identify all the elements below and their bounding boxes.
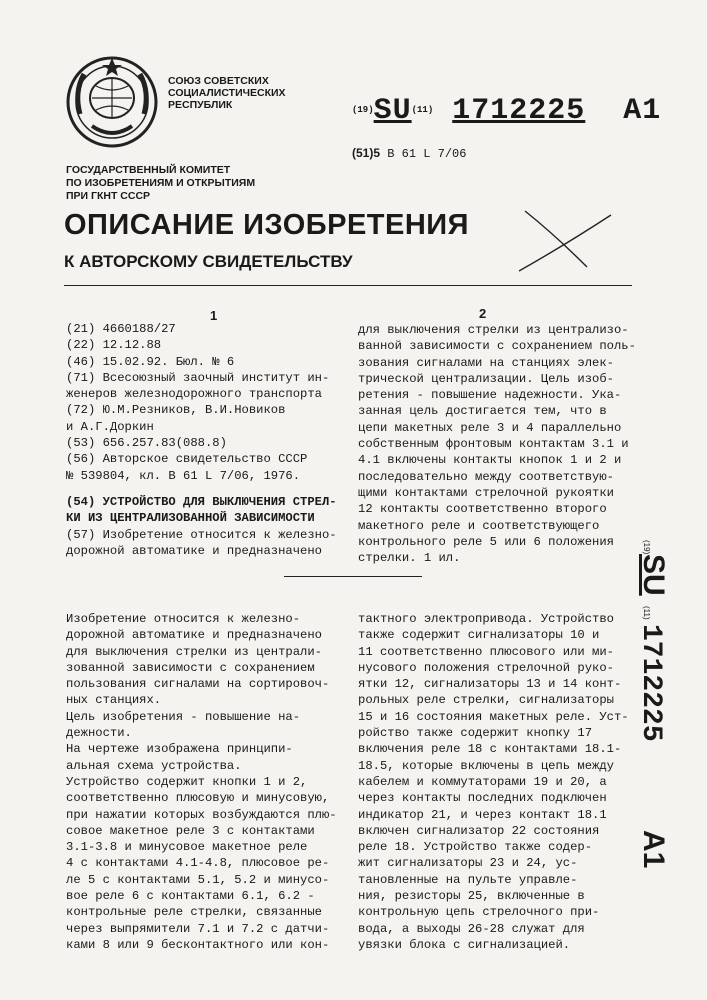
text-line: вода, а выходы 26-28 служат для xyxy=(358,921,585,936)
ipc-code: (51)5 xyxy=(352,146,381,160)
abstract-line: зования сигналами на станциях элек- xyxy=(358,355,614,370)
abstract-line: последовательно между соответствую- xyxy=(358,469,614,484)
text-line: На чертеже изображена принципи- xyxy=(66,742,293,757)
text-line: увязки блока с сигнализацией. xyxy=(358,937,571,952)
abstract-line: для выключения стрелки из централизо- xyxy=(358,323,629,337)
text-line: совое макетное реле 3 с контактами xyxy=(66,823,315,838)
text-line: нусового положения стрелочной руко- xyxy=(358,660,614,675)
biblio-line: (21) 4660188/27 xyxy=(66,322,176,336)
abstract-line: цепи макетных реле 3 и 4 параллельно xyxy=(358,420,622,435)
abstract-line: ретения - повышение надежности. Ука- xyxy=(358,388,622,403)
patent-number: 1712225 xyxy=(452,94,586,128)
text-line: ния, резисторы 25, включенные в xyxy=(358,889,585,904)
text-line: Цель изобретения - повышение на- xyxy=(66,709,301,724)
paragraph xyxy=(66,741,334,774)
invention-title-line: (54) УСТРОЙСТВО ДЛЯ ВЫКЛЮЧЕНИЯ СТРЕЛ- xyxy=(66,494,337,509)
text-line: ных станциях. xyxy=(66,693,162,708)
text-line: реле 18. Устройство также содер- xyxy=(358,840,593,855)
text-line: вое реле 6 с контактами 6.1, 6.2 - xyxy=(66,889,315,904)
text-line: тактного электропривода. Устройство xyxy=(358,612,614,626)
text-line: включен сигнализатор 22 состояния xyxy=(358,823,600,838)
text-line: пользования сигналами на сортировоч- xyxy=(66,677,330,692)
abstract-line: 4.1 включены контакты кнопок 1 и 2 и xyxy=(358,453,622,468)
document-subtitle: К АВТОРСКОМУ СВИДЕТЕЛЬСТВУ xyxy=(64,252,353,271)
country-code: SU xyxy=(373,94,412,128)
side-patent-kind: A1 xyxy=(637,830,670,869)
abstract-line: макетного реле и соответствующего xyxy=(358,518,600,533)
abstract-line: трической централизации. Цель изоб- xyxy=(358,371,614,386)
text-line: зованной зависимости с сохранением xyxy=(66,660,315,675)
code-11: (11) xyxy=(411,105,434,116)
text-line: контрольную цепь стрелочного при- xyxy=(358,905,600,920)
text-line: дорожной автоматике и предназначено xyxy=(66,628,322,643)
country-line: РЕСПУБЛИК xyxy=(168,99,233,111)
biblio-line: (46) 15.02.92. Бюл. № 6 xyxy=(66,354,235,369)
abstract-separator xyxy=(284,576,422,577)
paragraph xyxy=(66,611,334,709)
abstract-line: щими контактами стрелочной рукоятки xyxy=(358,485,614,500)
column-number-right: 2 xyxy=(479,306,487,321)
committee-line: ПО ИЗОБРЕТЕНИЯМ И ОТКРЫТИЯМ xyxy=(66,177,256,189)
abstract-continued xyxy=(358,322,643,566)
biblio-line: (56) Авторское свидетельство СССР xyxy=(66,452,308,467)
code-19: (19) xyxy=(352,105,374,116)
text-line: ками 8 или 9 бесконтактного или кон- xyxy=(66,937,330,952)
text-line: через контакты последних подключен xyxy=(358,791,607,806)
abstract-line: (57) Изобретение относится к железно- xyxy=(66,527,337,542)
text-line: жит сигнализаторы 23 и 24, ус- xyxy=(358,856,578,871)
text-line: 15 и 16 состояния макетных реле. Уст- xyxy=(358,709,629,724)
text-line: включения реле 18 с контактами 18.1- xyxy=(358,742,622,757)
text-line: Изобретение относится к железно- xyxy=(66,612,301,626)
text-line: дежности. xyxy=(66,726,132,741)
ipc-classification xyxy=(352,146,466,161)
text-line: ятки 12, сигнализаторы 13 и 14 конт- xyxy=(358,677,622,692)
text-line: 3.1-3.8 и минусовое макетное реле xyxy=(66,840,308,855)
biblio-line: (71) Всесоюзный заочный институт ин- xyxy=(66,370,330,385)
abstract-line: собственным фронтовым контактам 3.1 и xyxy=(358,437,629,452)
side-code-11: (11) xyxy=(642,606,651,620)
text-line: через выпрямители 7.1 и 7.2 с датчи- xyxy=(66,921,330,936)
biblio-line: (53) 656.257.83(088.8) xyxy=(66,436,227,451)
text-line: 4 с контактами 4.1-4.8, плюсовое ре- xyxy=(66,856,330,871)
side-code-19: (19) xyxy=(642,540,651,555)
text-line: для выключения стрелки из централи- xyxy=(66,644,322,659)
committee-line: ГОСУДАРСТВЕННЫЙ КОМИТЕТ xyxy=(66,164,231,176)
handwritten-cross-mark xyxy=(515,205,615,277)
text-line: при нажатии которых возбуждаются плю- xyxy=(66,807,337,822)
text-line: 11 соответственно плюсового или ми- xyxy=(358,644,614,659)
text-line: тановленные на пульте управле- xyxy=(358,872,578,887)
document-title: ОПИСАНИЕ ИЗОБРЕТЕНИЯ xyxy=(64,209,469,241)
abstract-line: занная цель достигается тем, что в xyxy=(358,404,607,419)
text-line: кабелем и коммутаторами 19 и 20, а xyxy=(358,774,607,789)
header-rule xyxy=(64,285,632,286)
abstract-line: дорожной автоматике и предназначено xyxy=(66,543,322,558)
description-left-column xyxy=(66,611,337,953)
patent-number-block xyxy=(352,94,661,128)
biblio-line: (22) 12.12.88 xyxy=(66,338,162,353)
text-line: также содержит сигнализаторы 10 и xyxy=(358,628,600,643)
text-line: соответственно плюсовую и минусовую, xyxy=(66,791,330,806)
abstract-line: контрольного реле 5 или 6 положения xyxy=(358,534,614,549)
text-line: ле 5 с контактами 5.1, 5.2 и минусо- xyxy=(66,872,330,887)
abstract-line: ванной зависимости с сохранением поль- xyxy=(358,339,636,354)
side-patent-number: 1712225 xyxy=(635,624,666,742)
column-number-left: 1 xyxy=(210,308,218,323)
country-name xyxy=(168,75,308,111)
committee-line: ПРИ ГКНТ СССР xyxy=(66,190,151,202)
text-line: индикатор 21, и через контакт 18.1 xyxy=(358,807,607,822)
paragraph xyxy=(66,774,337,953)
text-line: 18.5, которые включены в цепь между xyxy=(358,758,614,773)
text-line: контрольные реле стрелки, связанные xyxy=(66,905,322,920)
description-right-column xyxy=(358,611,643,953)
bibliographic-data xyxy=(66,321,337,559)
abstract-line: 12 контакты соответственно второго xyxy=(358,502,607,517)
side-country-code: SU xyxy=(637,554,670,596)
text-line: ройство также содержит кнопку 17 xyxy=(358,726,593,741)
side-patent-stamp xyxy=(630,540,670,890)
patent-kind: A1 xyxy=(623,94,662,128)
biblio-line: № 539804, кл. В 61 L 7/06, 1976. xyxy=(66,468,301,483)
biblio-line: (72) Ю.М.Резников, В.И.Новиков xyxy=(66,403,286,418)
ipc-class: B 61 L 7/06 xyxy=(387,147,467,161)
invention-title-line: КИ ИЗ ЦЕНТРАЛИЗОВАННОЙ ЗАВИСИМОСТИ xyxy=(66,511,315,526)
biblio-line: и А.Г.Доркин xyxy=(66,419,154,434)
biblio-line: женеров железнодорожного транспорта xyxy=(66,387,322,402)
ussr-emblem xyxy=(62,52,162,152)
text-line: альная схема устройства. xyxy=(66,758,242,773)
country-line: СОЦИАЛИСТИЧЕСКИХ xyxy=(168,87,286,99)
paragraph xyxy=(66,709,334,742)
country-line: СОЮЗ СОВЕТСКИХ xyxy=(168,75,269,87)
text-line: рольных реле стрелки, сигнализаторы xyxy=(358,693,614,708)
committee-name xyxy=(66,164,255,203)
abstract-line: стрелки. 1 ил. xyxy=(358,551,461,566)
text-line: Устройство содержит кнопки 1 и 2, xyxy=(66,774,308,789)
